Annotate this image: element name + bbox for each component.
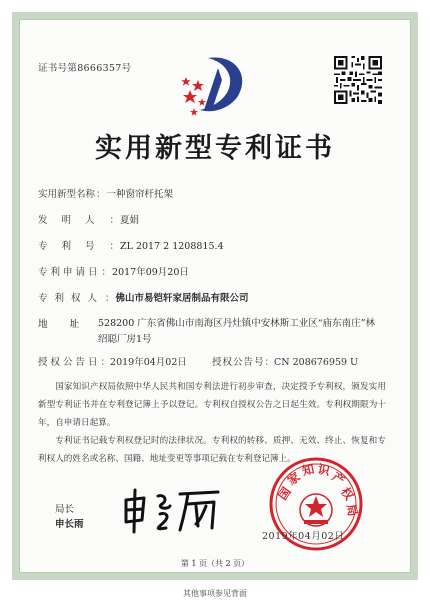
page-number: 第 1 页（共 2 页） — [180, 559, 250, 568]
field-value: 2017年09月20日 — [112, 267, 189, 278]
field-address-value: 528200 广东省佛山市南海区丹灶镇中安林斯工业区“庙东南庄”林绍聪厂房1号 — [98, 318, 375, 345]
field-value: ZL 2017 2 1208815.4 — [120, 241, 224, 252]
field-patentee: 专利权人：佛山市易铠轩家居制品有限公司 — [38, 290, 249, 304]
field-grant-number: 授权公告号：CN 208676959 U — [212, 357, 359, 368]
field-label: 专利号 — [38, 241, 109, 252]
field-value: 夏娟 — [120, 215, 140, 226]
body-paragraph: 专利证书记载专利权登记时的法律状况。专利权的转移、质押、无效、终止、恢复和专利权人的姓名或名称、国籍、地址变更等事项记载在专利登记簿上。 — [38, 436, 386, 464]
field-value: CN 208676959 U — [274, 357, 359, 368]
certificate-number: 证书号第8666357号 — [38, 63, 132, 74]
field-label: 发明人 — [38, 215, 109, 226]
field-label: 专利权人 — [38, 293, 105, 304]
field-value: 一种窗帘杆托架 — [106, 189, 174, 200]
handwritten-signature-icon — [118, 486, 228, 538]
svg-text:权: 权 — [338, 484, 357, 503]
certificate-body — [38, 378, 386, 468]
svg-text:家: 家 — [284, 469, 303, 488]
body-paragraph: 国家知识产权局依照中华人民共和国专利法进行初步审查，决定授予专利权，颁发实用新型专利证书并在专利登记簿上予以登记。专利权自授权公告之日起生效。专利权期限为十年，自申请日起算。 — [38, 382, 386, 428]
field-filing-date: 专利申请日：2017年09月20日 — [38, 264, 189, 278]
qr-code-icon — [334, 56, 382, 104]
svg-text:知: 知 — [300, 461, 316, 479]
field-label: 授权公告号 — [212, 357, 265, 368]
svg-text:局: 局 — [343, 502, 361, 518]
director-title: 局长 — [55, 504, 75, 515]
director-block — [55, 502, 84, 532]
certificate-title: 实用新型专利证书 — [95, 133, 335, 164]
field-grant-date: 授权公告日：2019年04月02日 — [38, 357, 187, 368]
field-label: 授权公告日 — [38, 357, 101, 368]
footer-note: 其他事项参见背面 — [183, 589, 247, 598]
field-label: 实用新型名称 — [38, 189, 96, 200]
field-label: 专利申请日 — [38, 267, 101, 278]
seal-date: 2019年04月02日 — [262, 531, 345, 542]
field-value: 2019年04月02日 — [110, 357, 187, 368]
cnipa-emblem-icon — [178, 50, 252, 118]
field-inventor: 发明人：夏娟 — [38, 212, 139, 226]
svg-text:国: 国 — [275, 484, 294, 503]
field-address-label: 地址 — [38, 319, 102, 330]
field-utility-name: 实用新型名称：一种窗帘杆托架 — [38, 186, 173, 200]
field-value: 佛山市易铠轩家居制品有限公司 — [115, 293, 249, 304]
director-name: 申长雨 — [55, 519, 84, 530]
svg-text:识: 识 — [316, 461, 332, 479]
field-patent-number: 专利号：ZL 2017 2 1208815.4 — [38, 238, 224, 252]
svg-text:产: 产 — [329, 469, 348, 488]
